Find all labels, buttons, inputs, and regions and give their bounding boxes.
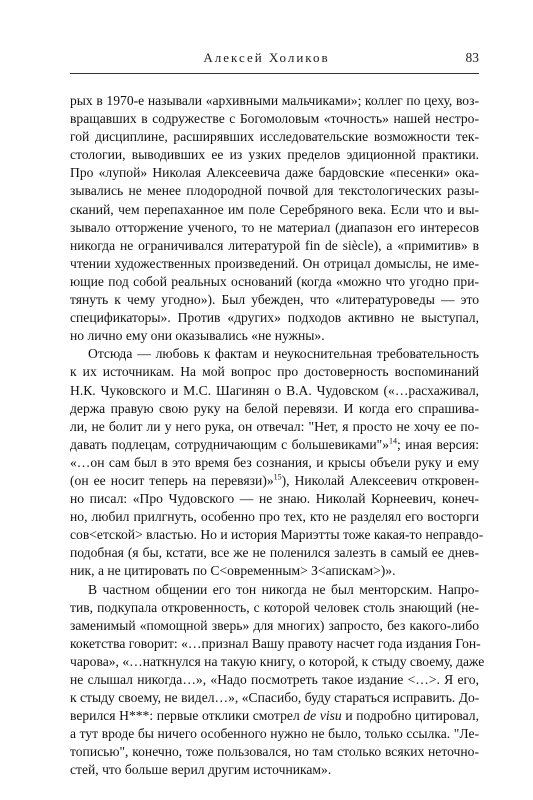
text-line: [70, 255, 479, 273]
text-line: [70, 201, 479, 219]
text-line-content: стей, что больше верил другим источникам».: [70, 762, 332, 778]
text-line-content: В частном общении его тон никогда не был менторским. Напро-: [88, 581, 479, 597]
text-line: [70, 345, 479, 363]
text-line: [70, 743, 479, 761]
text-line: [70, 617, 479, 635]
text-line-content: тописью", конечно, тоже пользовался, но там столько всяких неточно-: [70, 744, 479, 760]
text-line-content: но лично ему они оказывались «не нужны».: [70, 328, 325, 344]
text-line-content: Н.К. Чуковского и М.С. Шагинян о В.А. Чудовском («…расхаживал,: [70, 382, 479, 398]
running-head-author: Алексей Холиков: [203, 50, 330, 65]
text-line: [70, 128, 479, 146]
text-line-content: тив, подкупала откровенность, с которой человек столь знающий (не-: [70, 599, 479, 615]
text-line-content: не слышал никогда…», «Надо посмотреть такое издание <…>. Я его,: [70, 672, 479, 687]
text-line: [70, 581, 479, 599]
text-line: [70, 653, 485, 671]
text-line: [70, 436, 479, 454]
text-line: [70, 418, 479, 436]
text-line-content: зывало отторжение ученого, то не материал (диапазон его интересов: [70, 219, 479, 235]
text-line: [70, 273, 479, 291]
text-line-content: давать подлецам, сотрудничающим с большевиками"»: [70, 436, 390, 452]
text-line-content: сов<етской> властью. Но и история Мариэтты тоже какая-то неправдо-: [70, 527, 484, 543]
text-line-tail: ; иная версия:: [397, 436, 479, 452]
text-line: [70, 454, 479, 472]
text-line: [70, 400, 479, 418]
running-header: [0, 48, 533, 70]
text-line: [70, 526, 484, 544]
italic-phrase: de visu: [303, 708, 342, 724]
text-line-content: к их источникам. На мой вопрос про достоверность воспоминаний: [70, 364, 479, 380]
text-line-content: верился Н***: первые отклики смотрел: [70, 708, 304, 724]
text-line-content: тянуть к чему угодно»). Был убежден, что «литературоведы — это: [70, 292, 479, 308]
text-line: [70, 689, 479, 707]
text-line: [70, 562, 479, 580]
text-line-tail: и подробно цитировал,: [341, 708, 479, 724]
text-line: [70, 707, 479, 725]
text-line: [70, 508, 479, 526]
text-line: [70, 164, 479, 182]
text-line-content: Отсюда — любовь к фактам и неукоснительная требовательность: [88, 346, 479, 362]
text-line: [70, 363, 479, 381]
text-line-content: гой дисциплине, расширявших исследовательские возможности тек-: [70, 129, 479, 145]
text-line: [70, 761, 479, 779]
text-line: [70, 182, 479, 200]
text-line-content: но, любил прилгнуть, особенно про тех, кто не разделял его восторги: [70, 509, 479, 525]
text-line: [70, 599, 479, 617]
text-line-content: ник, а не цитировать по С<овременным> З<апискам>)».: [70, 563, 396, 579]
text-line: [70, 110, 479, 128]
footnote-marker[interactable]: 15: [273, 472, 282, 482]
text-line: [70, 490, 479, 508]
text-line-tail: ), Николай Алексеевич откровен-: [281, 472, 479, 488]
text-line-content: зывались не менее плодородной почвой для текстологических разы-: [70, 183, 479, 199]
text-line-content: чтении художественных произведений. Он отрицал домыслы, не име-: [70, 255, 479, 271]
text-line-content: ющие под собой реальных оснований (когда «можно что угодно при-: [70, 273, 479, 289]
text-line-content: ли, не болит ли у него рука, он отвечал: "Нет, я просто не хочу ее по-: [70, 418, 479, 434]
text-line-content: вращавших в содружестве с Богомоловым «точность» нашей нестро-: [70, 111, 479, 127]
text-line-content: спецификаторы». Против «других» подходов активно не выступал,: [70, 310, 479, 326]
text-line: [70, 92, 479, 110]
text-line: [70, 219, 479, 237]
text-line: [70, 291, 479, 309]
text-line: [70, 725, 479, 743]
text-line: [70, 544, 479, 562]
text-line: [70, 327, 479, 345]
text-line: [70, 382, 479, 400]
text-line-content: к стыду своему, не видел…», «Спасибо, буду стараться исправить. До-: [70, 690, 480, 706]
text-line-content: сканий, чем перепаханное им поле Серебряного века. Если что и вы-: [70, 201, 479, 217]
text-line-content: «…он сам был в это время без сознания, и крысы объели руку и ему: [70, 454, 479, 470]
text-line-content: заменимый «помощной зверь» для многих) запросто, без какого-либо: [70, 617, 479, 633]
text-line-content: Про «лупой» Николая Алексеевича даже бардовские «песенки» ока-: [70, 165, 479, 181]
header-rule: [70, 73, 479, 74]
text-line-content: кокетства говорит: «…признал Вашу правоту насчет года издания Гон-: [70, 635, 481, 651]
footnote-marker[interactable]: 14: [389, 436, 398, 446]
text-line: [70, 635, 479, 653]
text-line: [70, 671, 479, 689]
text-line-content: (он ее носит теперь на перевязи)»: [70, 472, 274, 488]
text-line-content: подобная (я бы, кстати, все же не поленился залезть в самый ее днев-: [70, 545, 479, 561]
text-line: [70, 237, 479, 255]
text-line-content: держа правую свою руку на белой перевязи. И когда его спрашива-: [70, 400, 479, 416]
page-number: 83: [465, 50, 479, 65]
text-line-content: стологии, выводивших ее из узких пределов эдиционной практики.: [70, 147, 479, 163]
text-line: [70, 146, 479, 164]
text-line-content: никогда не ограничивался литературой fin de siècle), а «примитив» в: [70, 237, 479, 253]
text-line-content: а тут вроде бы ничего особенного нужно не было, только ссылка. "Ле-: [70, 726, 479, 742]
text-line-content: но писал: «Про Чудовского — не знаю. Николай Корнеевич, конеч-: [70, 491, 479, 507]
text-line-content: чарова», «…наткнулся на такую книгу, о которой, к стыду своему, даже: [70, 653, 485, 669]
body-text: [70, 92, 485, 780]
text-line: [70, 309, 479, 327]
text-line-content: рых в 1970-е называли «архивными мальчиками»; коллег по цеху, воз-: [70, 93, 479, 108]
text-line: [70, 472, 479, 490]
